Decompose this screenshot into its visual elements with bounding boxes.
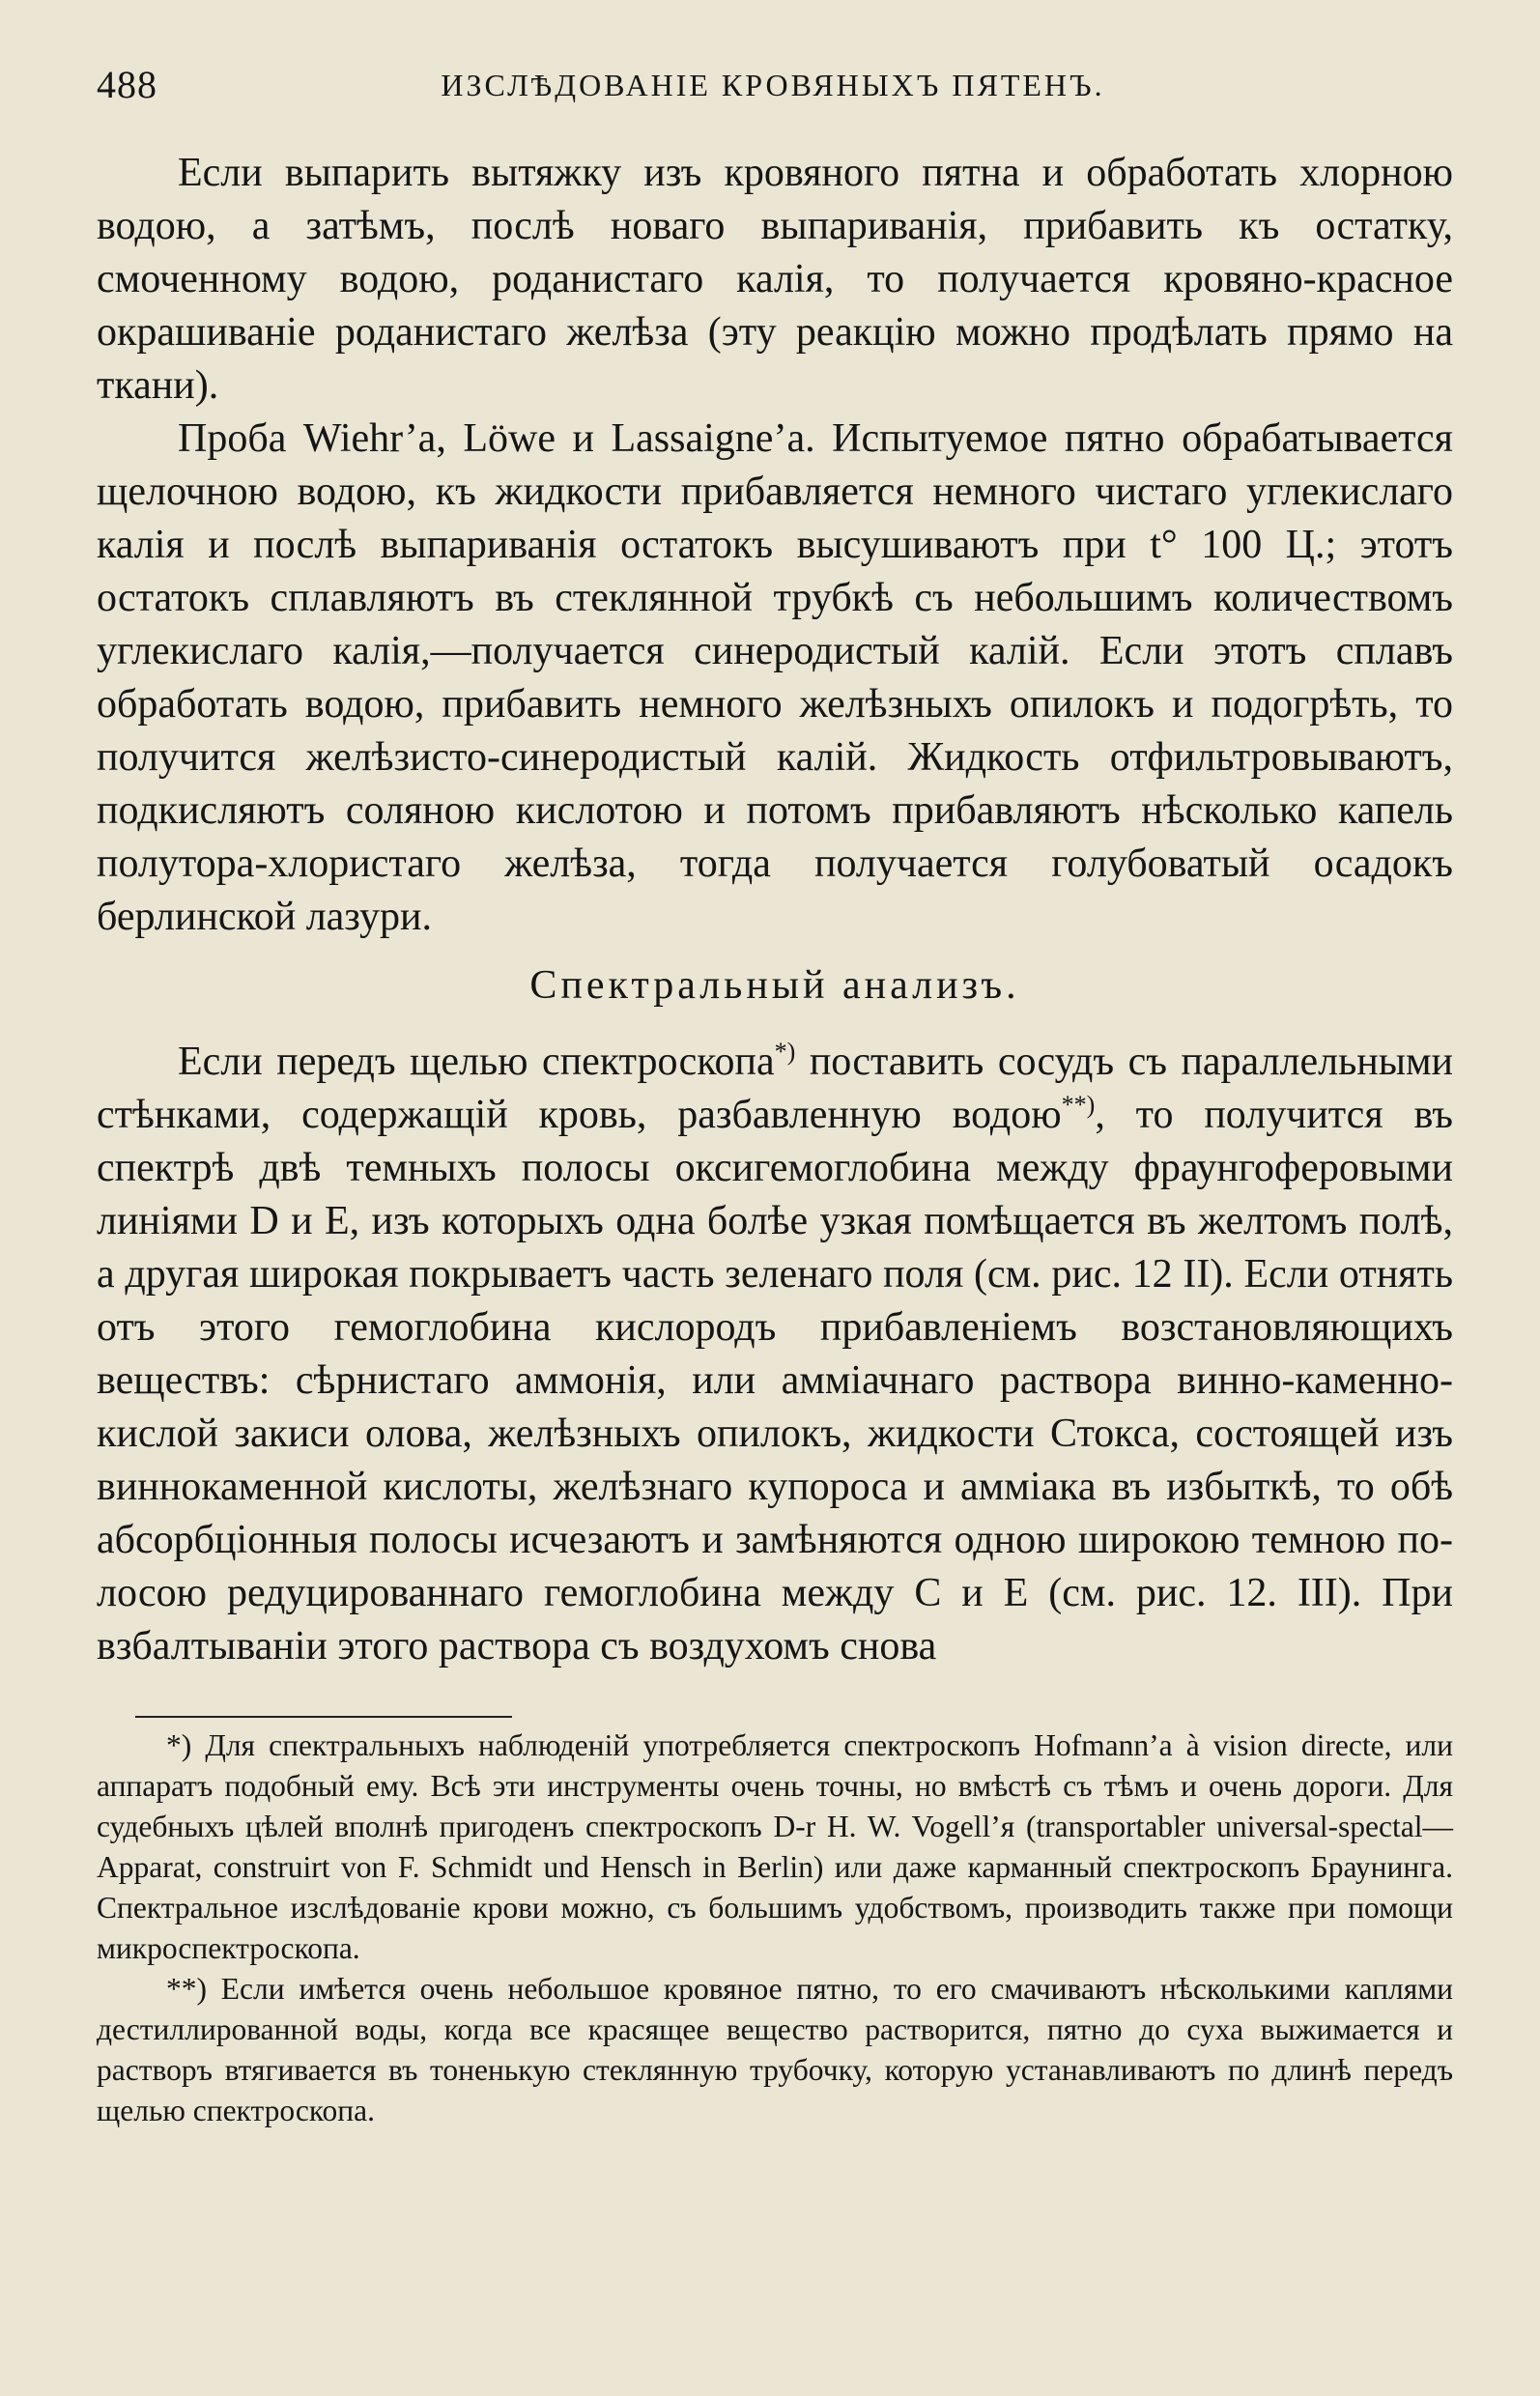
page-header xyxy=(97,62,1449,110)
paragraph-chloride-reaction: Если выпарить вытяжку изъ кровяного пятна и обработать хлорною водою, а затѣмъ, послѣ новаго выпариванія, прибавить къ остатку, смоченному водою, роданистаго калія, то получается кровяно-красное окрашиваніе роданистаго желѣза (эту реакцію можно продѣлать прямо на ткани). xyxy=(97,151,1453,408)
footnotes xyxy=(97,1726,1453,2131)
main-text xyxy=(97,147,1453,1673)
paragraph-spectral-analysis xyxy=(97,1036,1453,1673)
spectral-text-part-2: поставить сосудъ съ параллельными стѣнками, содержащій кровь, разбавленную водою xyxy=(97,1040,1453,1137)
spectral-text-part-1: Если передъ щелью спектроскопа xyxy=(178,1040,775,1084)
footnote-2: **) Если имѣется очень небольшое кровяное пятно, то его смачиваютъ нѣсколькими каплями дестиллированной воды, когда все красящее вещество растворится, пятно до суха выжимается и растворъ втягивается въ тоненькую стеклянную трубочку, которую устанавливаютъ по длинѣ передъ щелью спектроскопа. xyxy=(97,1972,1453,2127)
footnote-1: *) Для спектральныхъ наблюденій употребляется спектроскопъ Hofmann’а à vision directe, или аппаратъ подобный ему. Всѣ эти инструменты очень точны, но вмѣстѣ съ тѣмъ и очень дороги. Для судебныхъ цѣлей вполнѣ пригоденъ спектроскопъ D-r H. W. Vogell’я (transportabler universal-spectal—Apparat, construirt von F. Schmidt und Hensch in Berlin) или даже карманный спектроскопъ Браунинга. Спектральное изслѣдованіе крови можно, съ большимъ удобствомъ, производить также при помощи микроспектроскопа. xyxy=(97,1728,1453,1965)
running-head: ИЗСЛѢДОВАНІЕ КРОВЯНЫХЪ ПЯТЕНЪ. xyxy=(441,68,1105,102)
paragraph-wiehr-test: Проба Wiehr’а, Löwe и Lassaigne’а. Испытуемое пятно обрабатывается щелочною водою, къ жидкости прибавляется немного чистаго углекислаго калія и послѣ выпариванія остатокъ высушиваютъ при t° 100 Ц.; этотъ остатокъ сплавляютъ въ стеклянной трубкѣ съ небольшимъ количествомъ углекислаго калія,—получается синеродистый калій. Если этотъ сплавъ обработать водою, прибавить немного желѣзныхъ опилокъ и подогрѣть, то получится желѣзисто-синеродистый калій. Жидкость отфильтровываютъ, подкисляютъ соляною кислотою и потомъ прибавляютъ нѣсколько капель полутора-хлористаго желѣза, тогда получается голубоватый осадокъ берлинской лазури. xyxy=(97,416,1453,939)
footnote-separator xyxy=(135,1716,512,1718)
page-number: 488 xyxy=(97,63,157,106)
footnote-ref-2: **) xyxy=(1061,1091,1096,1119)
section-title: Спектральный анализъ. xyxy=(529,963,1020,1008)
footnote-ref-1: *) xyxy=(774,1038,796,1066)
spectral-text-part-3: , то получится въ спектрѣ двѣ темныхъ полосы оксигемоглобина между фраунгоферовыми линіями D и E, изъ которыхъ одна болѣе узкая помѣщается въ желтомъ полѣ, а другая широкая покрываетъ часть зеленаго поля (см. рис. 12 II). Если отнять отъ этого гемоглобина кислородъ прибавленіемъ возстановляющихъ веществъ: сѣрнистаго аммонія, или амміачнаго раствора винно-каменно-кислой закиси олова, желѣзныхъ опилокъ, жидкости Стокса, состоящей изъ виннокаменной кислоты, желѣзнаго купороса и амміака въ избыткѣ, то обѣ абсорбціонныя полосы исчезаютъ и замѣняются одною широкою темною полосою редуцированнаго гемоглобина между C и E (см. рис. 12. III). При взбалтываніи этого раствора съ воздухомъ снова xyxy=(97,1093,1453,1669)
